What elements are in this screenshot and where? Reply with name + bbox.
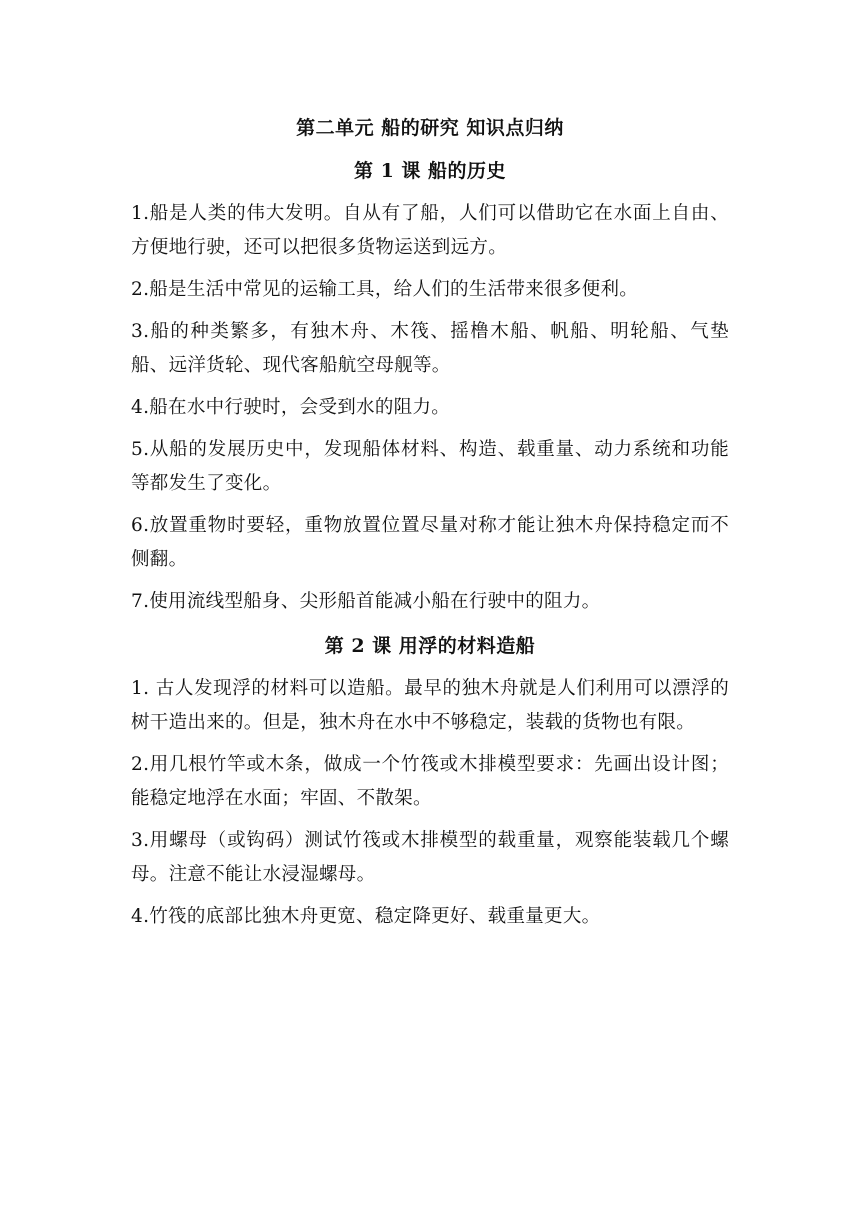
lesson-1-point-6: 6.放置重物时要轻，重物放置位置尽量对称才能让独木舟保持稳定而不侧翻。 — [131, 515, 729, 570]
lesson-1-title: 第 1 课 船的历史 — [353, 160, 507, 182]
lesson-1-point-2: 2.船是生活中常见的运输工具，给人们的生活带来很多便利。 — [131, 279, 639, 300]
lesson-2-title: 第 2 课 用浮的材料造船 — [324, 635, 536, 657]
document-body — [131, 113, 729, 942]
lesson-2-section — [131, 629, 729, 934]
lesson-1-point-4: 4.船在水中行驶时，会受到水的阻力。 — [131, 397, 451, 418]
lesson-1-point-7: 7.使用流线型船身、尖形船首能减小船在行驶中的阻力。 — [131, 591, 601, 612]
lesson-2-point-2: 2.用几根竹竿或木条，做成一个竹筏或木排模型要求：先画出设计图；能稳定地浮在水面；牢固、不散架。 — [131, 754, 729, 809]
lesson-1-section — [131, 154, 729, 619]
lesson-1-point-5: 5.从船的发展历史中，发现船体材料、构造、载重量、动力系统和功能等都发生了变化。 — [131, 439, 729, 494]
lesson-2-point-1: 1. 古人发现浮的材料可以造船。最早的独木舟就是人们利用可以漂浮的树干造出来的。但是，独木舟在水中不够稳定，装载的货物也有限。 — [131, 678, 729, 733]
lesson-2-point-4: 4.竹筏的底部比独木舟更宽、稳定降更好、载重量更大。 — [131, 906, 601, 927]
document-title: 第二单元 船的研究 知识点归纳 — [296, 117, 564, 139]
lesson-1-point-3: 3.船的种类繁多，有独木舟、木筏、摇橹木船、帆船、明轮船、气垫船、远洋货轮、现代客船航空母舰等。 — [131, 321, 729, 376]
lesson-2-point-3: 3.用螺母（或钩码）测试竹筏或木排模型的载重量，观察能装载几个螺母。注意不能让水浸湿螺母。 — [131, 830, 729, 885]
lesson-1-point-1: 1.船是人类的伟大发明。自从有了船，人们可以借助它在水面上自由、方便地行驶，还可以把很多货物运送到远方。 — [131, 203, 729, 258]
